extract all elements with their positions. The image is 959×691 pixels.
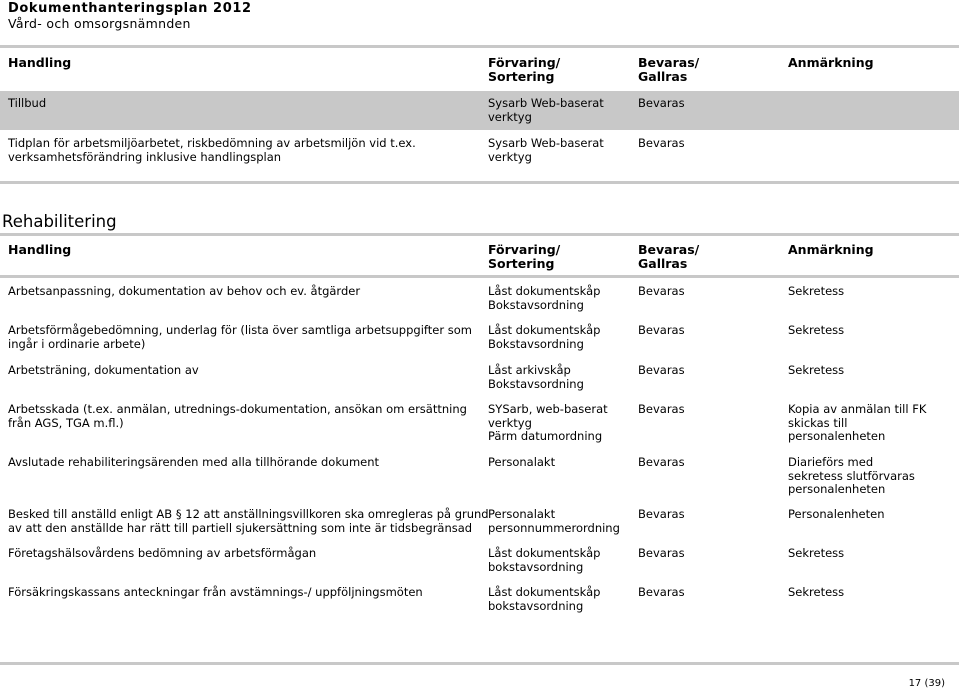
- anmarkning-cell: Sekretess: [788, 323, 845, 337]
- anmarkning-cell: Sekretess: [788, 546, 845, 560]
- section-header-rule: [0, 233, 959, 236]
- forvaring-cell: Personalakt personnummerordning: [488, 507, 620, 535]
- anmarkning-cell: Kopia av anmälan till FK skickas till personalenheten: [788, 402, 927, 443]
- handling-cell: Tidplan för arbetsmiljöarbetet, riskbedömning av arbetsmiljön vid t.ex. verksamhetsförändring inklusive handlingsplan: [8, 136, 416, 164]
- column-header-handling: Handling: [8, 55, 72, 70]
- row-band-tillbud: [0, 91, 959, 130]
- anmarkning-cell: Sekretess: [788, 585, 845, 599]
- column-header-anmarkning: Anmärkning: [788, 242, 874, 257]
- forvaring-cell: SYSarb, web-baserat verktyg Pärm datumordning: [488, 402, 608, 443]
- header-rule-top: [0, 45, 959, 48]
- bevaras-cell: Bevaras: [638, 136, 685, 150]
- handling-cell: Arbetsträning, dokumentation av: [8, 363, 199, 377]
- bevaras-cell: Bevaras: [638, 96, 685, 110]
- bevaras-cell: Bevaras: [638, 284, 685, 298]
- handling-cell: Tillbud: [8, 96, 47, 110]
- forvaring-cell: Låst dokumentskåp Bokstavsordning: [488, 323, 601, 351]
- forvaring-cell: Sysarb Web-baserat verktyg: [488, 136, 604, 164]
- forvaring-cell: Sysarb Web-baserat verktyg: [488, 96, 604, 124]
- anmarkning-cell: Personalenheten: [788, 507, 885, 521]
- bevaras-cell: Bevaras: [638, 323, 685, 337]
- rehab-header-rule-bottom: [0, 275, 959, 278]
- bevaras-cell: Bevaras: [638, 507, 685, 521]
- forvaring-cell: Låst dokumentskåp Bokstavsordning: [488, 284, 601, 312]
- document-subtitle: Vård- och omsorgsnämnden: [8, 16, 191, 31]
- handling-cell: Arbetsförmågebedömning, underlag för (lista över samtliga arbetsuppgifter som ingår i ordinarie arbete): [8, 323, 472, 351]
- bevaras-cell: Bevaras: [638, 402, 685, 416]
- forvaring-cell: Låst dokumentskåp bokstavsordning: [488, 585, 601, 613]
- column-header-bevaras: Bevaras/ Gallras: [638, 55, 700, 84]
- handling-cell: Arbetsanpassning, dokumentation av behov och ev. åtgärder: [8, 284, 361, 298]
- bevaras-cell: Bevaras: [638, 585, 685, 599]
- page-bottom-rule: [0, 662, 959, 665]
- forvaring-cell: Låst dokumentskåp bokstavsordning: [488, 546, 601, 574]
- page-number: 17 (39): [908, 678, 945, 689]
- document-title: Dokumenthanteringsplan 2012: [8, 1, 252, 16]
- column-header-bevaras: Bevaras/ Gallras: [638, 242, 700, 271]
- table-rule-bottom: [0, 181, 959, 184]
- handling-cell: Avslutade rehabiliteringsärenden med alla tillhörande dokument: [8, 455, 380, 469]
- anmarkning-cell: Sekretess: [788, 284, 845, 298]
- handling-cell: Företagshälsovårdens bedömning av arbetsförmågan: [8, 546, 317, 560]
- anmarkning-cell: Diarieförs med sekretess slutförvaras personalenheten: [788, 455, 915, 496]
- section-title: Rehabilitering: [2, 212, 117, 231]
- column-header-anmarkning: Anmärkning: [788, 55, 874, 70]
- forvaring-cell: Personalakt: [488, 455, 556, 469]
- handling-cell: Försäkringskassans anteckningar från avstämnings-/ uppföljningsmöten: [8, 585, 423, 599]
- anmarkning-cell: Sekretess: [788, 363, 845, 377]
- handling-cell: Besked till anställd enligt AB § 12 att anställningsvillkoren ska omregleras på grund av att den anställde har rätt till partiell sjukersättning som inte är tidsbegränsad: [8, 507, 489, 535]
- document-header: [8, 0, 252, 32]
- handling-cell: Arbetsskada (t.ex. anmälan, utrednings-dokumentation, ansökan om ersättning från AGS, TGA m.fl.): [8, 402, 467, 430]
- bevaras-cell: Bevaras: [638, 455, 685, 469]
- column-header-handling: Handling: [8, 242, 72, 257]
- column-header-forvaring: Förvaring/ Sortering: [488, 55, 561, 84]
- bevaras-cell: Bevaras: [638, 363, 685, 377]
- column-header-forvaring: Förvaring/ Sortering: [488, 242, 561, 271]
- bevaras-cell: Bevaras: [638, 546, 685, 560]
- forvaring-cell: Låst arkivskåp Bokstavsordning: [488, 363, 584, 391]
